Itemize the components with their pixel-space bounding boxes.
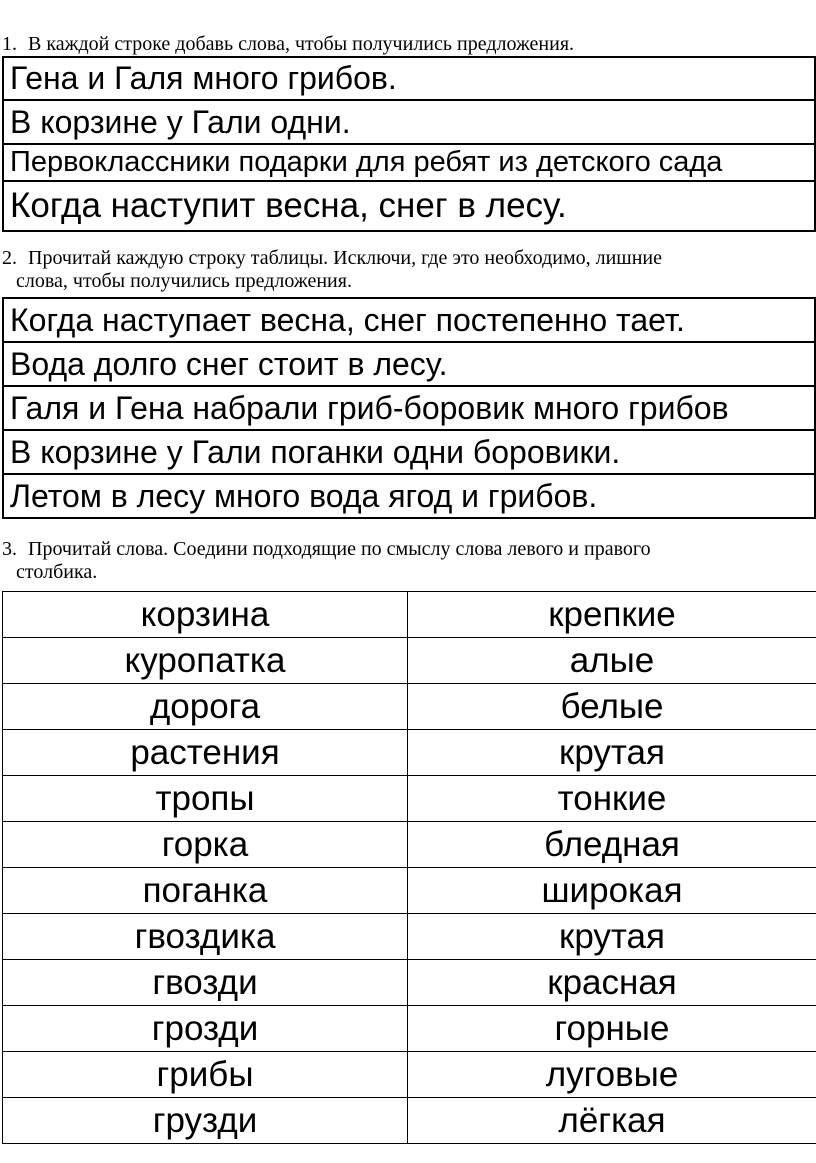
task2-row[interactable]: Когда наступает весна, снег постепенно тает. (3, 298, 815, 342)
table-row (3, 822, 816, 868)
task1-row[interactable]: Гена и Галя много грибов. (3, 57, 815, 100)
left-word[interactable]: тропы (3, 776, 408, 822)
left-word[interactable]: гвозди (3, 960, 408, 1006)
left-word[interactable]: поганка (3, 868, 408, 914)
task2-number: 2. (2, 247, 17, 269)
right-word[interactable]: бледная (408, 822, 816, 868)
table-row (3, 730, 816, 776)
right-word[interactable]: алые (408, 638, 816, 684)
left-word[interactable]: растения (3, 730, 408, 776)
right-word[interactable]: крепкие (408, 592, 816, 638)
table-row (3, 1052, 816, 1098)
task2-instruction (0, 247, 662, 293)
task3-text-line1: Прочитай слова. Соедини подходящие по смыслу слова левого и правого (28, 538, 651, 560)
left-word[interactable]: корзина (3, 592, 408, 638)
left-word[interactable]: грозди (3, 1006, 408, 1052)
table-row (3, 914, 816, 960)
table-row (3, 776, 816, 822)
right-word[interactable]: тонкие (408, 776, 816, 822)
task3-instruction (0, 538, 651, 584)
task2-text-line1: Прочитай каждую строку таблицы. Исключи, где это необходимо, лишние (28, 247, 662, 269)
right-word[interactable]: крутая (408, 730, 816, 776)
task1-number: 1. (2, 33, 17, 55)
task1-row[interactable]: В корзине у Гали одни. (3, 100, 815, 144)
right-word[interactable]: горные (408, 1006, 816, 1052)
right-word[interactable]: лёгкая (408, 1098, 816, 1144)
task1-text: В каждой строке добавь слова, чтобы получились предложения. (28, 33, 575, 55)
task1-row[interactable]: Первоклассники подарки для ребят из детского сада (3, 144, 815, 181)
table-row (3, 638, 816, 684)
table-row (3, 1098, 816, 1144)
table-row (3, 868, 816, 914)
left-word[interactable]: грибы (3, 1052, 408, 1098)
left-word[interactable]: горка (3, 822, 408, 868)
left-word[interactable]: грузди (3, 1098, 408, 1144)
table-row (3, 684, 816, 730)
left-word[interactable]: гвоздика (3, 914, 408, 960)
task1-table (2, 56, 816, 232)
task2-row[interactable]: Летом в лесу много вода ягод и грибов. (3, 474, 815, 518)
task2-table (2, 297, 816, 519)
task3-number: 3. (2, 538, 17, 560)
left-word[interactable]: куропатка (3, 638, 408, 684)
right-word[interactable]: крутая (408, 914, 816, 960)
task2-row[interactable]: Вода долго снег стоит в лесу. (3, 342, 815, 386)
right-word[interactable]: луговые (408, 1052, 816, 1098)
task2-text-line2: слова, чтобы получились предложения. (16, 270, 352, 292)
right-word[interactable]: широкая (408, 868, 816, 914)
task3-word-table (2, 591, 816, 1144)
task3-text-line2: столбика. (16, 561, 98, 583)
right-word[interactable]: красная (408, 960, 816, 1006)
task1-instruction (0, 33, 574, 56)
left-word[interactable]: дорога (3, 684, 408, 730)
task1-row[interactable]: Когда наступит весна, снег в лесу. (3, 181, 815, 231)
right-word[interactable]: белые (408, 684, 816, 730)
table-row (3, 592, 816, 638)
table-row (3, 960, 816, 1006)
task2-row[interactable]: В корзине у Гали поганки одни боровики. (3, 430, 815, 474)
table-row (3, 1006, 816, 1052)
task2-row[interactable]: Галя и Гена набрали гриб-боровик много грибов (3, 386, 815, 430)
